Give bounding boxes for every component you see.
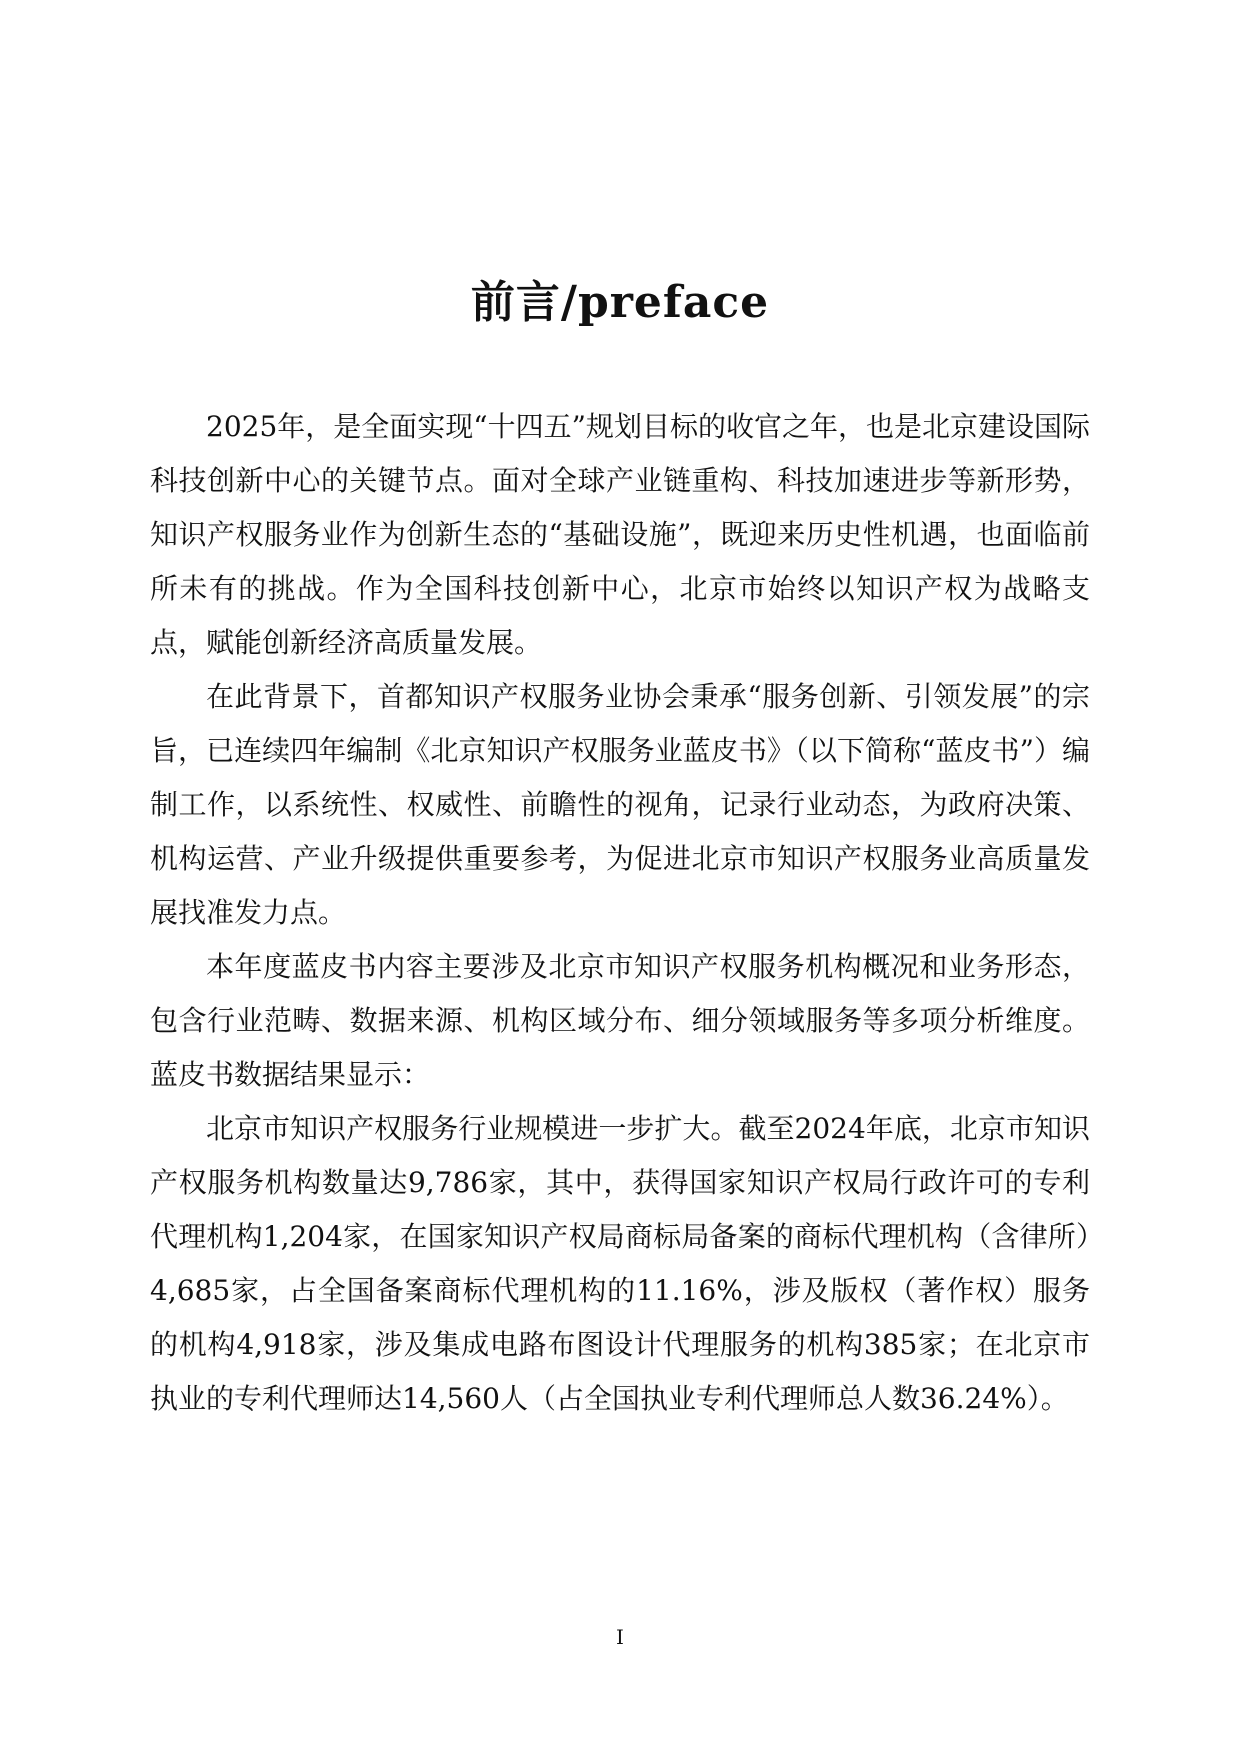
paragraph-bluebook-purpose: 在此背景下，首都知识产权服务业协会秉承“服务创新、引领发展”的宗旨，已连续四年编制《北京知识产权服务业蓝皮书》（以下简称“蓝皮书”）编制工作，以系统性、权威性、前瞻性的视角，记录行业动态，为政府决策、机构运营、产业升级提供重要参考，为促进北京市知识产权服务业高质量发展找准发力点。 — [150, 680, 1090, 929]
paragraph-industry-scale: 北京市知识产权服务行业规模进一步扩大。截至2024年底，北京市知识产权服务机构数量达9,786家，其中，获得国家知识产权局行政许可的专利代理机构1,204家，在国家知识产权局商标局备案的商标代理机构（含律所）4,685家，占全国备案商标代理机构的11.16%，涉及版权（著作权）服务的机构4,918家，涉及集成电路布图设计代理服务的机构385家；在北京市执业的专利代理师达14,560人（占全国执业专利代理师总人数36.24%）。 — [150, 1112, 1090, 1415]
page-number: I — [616, 1625, 624, 1649]
paragraph-background: 2025年，是全面实现“十四五”规划目标的收官之年，也是北京建设国际科技创新中心的关键节点。面对全球产业链重构、科技加速进步等新形势，知识产权服务业作为创新生态的“基础设施”，既迎来历史性机遇，也面临前所未有的挑战。作为全国科技创新中心，北京市始终以知识产权为战略支点，赋能创新经济高质量发展。 — [150, 410, 1090, 659]
page-title: 前言/preface — [470, 277, 770, 329]
body-text — [150, 400, 1090, 1426]
paragraph-bluebook-scope: 本年度蓝皮书内容主要涉及北京市知识产权服务机构概况和业务形态，包含行业范畴、数据来源、机构区域分布、细分领域服务等多项分析维度。蓝皮书数据结果显示： — [150, 950, 1090, 1091]
